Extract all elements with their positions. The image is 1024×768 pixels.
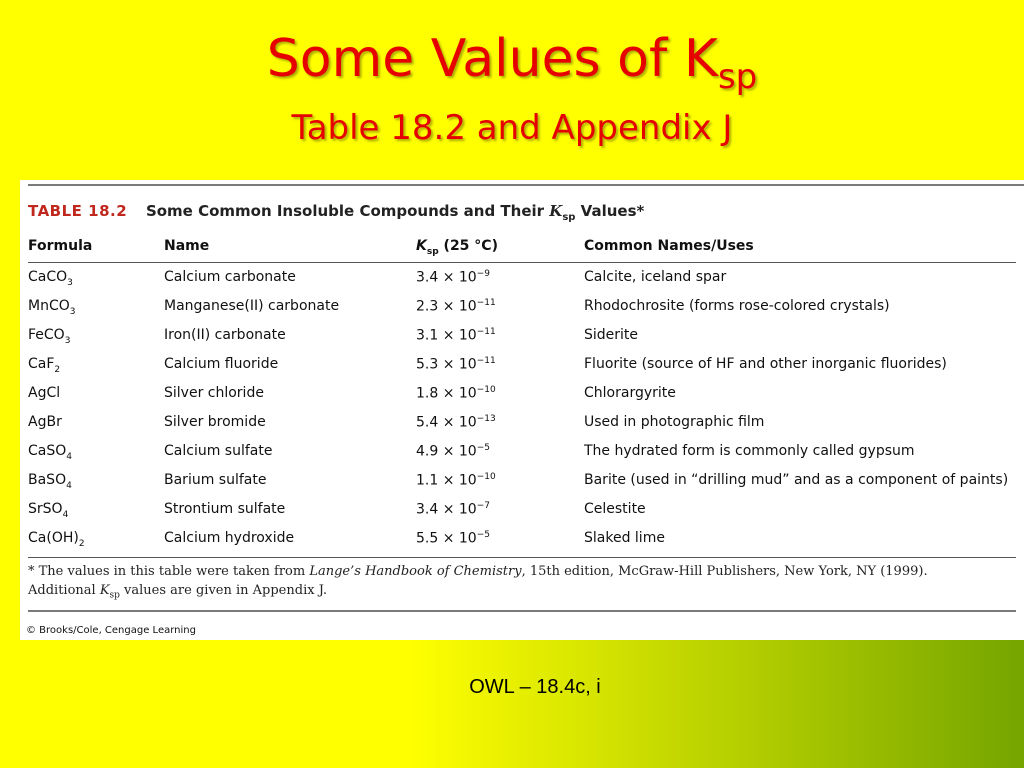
ksp-cell xyxy=(416,443,490,460)
ksp-exponent: −11 xyxy=(476,356,496,366)
formula-cell xyxy=(28,472,72,491)
ksp-times-ten: × 10 xyxy=(442,356,477,373)
formula-subscript: 4 xyxy=(66,451,72,462)
formula-subscript: 2 xyxy=(54,364,61,375)
ksp-mantissa: 3.4 xyxy=(416,501,439,518)
slide-title-subscript: sp xyxy=(717,57,758,97)
ksp-exponent: −11 xyxy=(476,298,496,308)
formula-text: CaF xyxy=(28,356,55,372)
table-row xyxy=(20,350,1024,379)
formula-cell xyxy=(28,385,60,404)
ksp-k: K xyxy=(416,238,427,254)
ksp-cell xyxy=(416,414,496,431)
ksp-temperature: (25 °C) xyxy=(438,238,498,254)
column-header-name: Name xyxy=(164,238,210,254)
formula-subscript: 3 xyxy=(67,277,73,288)
ksp-times-ten: × 10 xyxy=(442,414,477,431)
table-bottom-rule xyxy=(28,610,1016,612)
ksp-cell xyxy=(416,269,490,286)
ksp-times-ten: × 10 xyxy=(442,327,477,344)
ksp-times-ten: × 10 xyxy=(442,385,477,402)
footnote-text-2: , 15th edition, McGraw-Hill Publishers, New York, NY (1999). xyxy=(521,564,928,579)
ksp-cell xyxy=(416,501,490,518)
ksp-exponent: −13 xyxy=(476,414,496,424)
formula-cell xyxy=(28,327,70,346)
table-row xyxy=(20,263,1024,292)
slide-subtitle: Table 18.2 and Appendix J xyxy=(291,108,733,148)
footnote-rule xyxy=(28,557,1016,558)
ksp-times-ten: × 10 xyxy=(442,472,477,489)
footnote-book-title: Lange’s Handbook of Chemistry xyxy=(309,564,522,579)
ksp-exponent: −10 xyxy=(476,385,496,395)
table-row xyxy=(20,379,1024,408)
table-panel xyxy=(20,180,1024,640)
owl-reference: OWL – 18.4c, i xyxy=(469,676,601,698)
slide-title-text: Some Values of K xyxy=(266,29,718,89)
ksp-mantissa: 2.3 xyxy=(416,298,439,315)
formula-text: MnCO xyxy=(28,298,70,314)
column-header-ksp xyxy=(416,238,498,257)
formula-text: AgCl xyxy=(28,385,61,401)
formula-text: AgBr xyxy=(28,414,62,430)
table-row xyxy=(20,466,1024,495)
ksp-mantissa: 3.1 xyxy=(416,327,439,344)
formula-cell xyxy=(28,356,60,375)
slide-title xyxy=(0,28,1024,108)
formula-subscript: 4 xyxy=(62,509,69,520)
name-cell: Iron(II) carbonate xyxy=(164,327,286,343)
name-cell: Strontium sulfate xyxy=(164,501,286,517)
uses-cell: The hydrated form is commonly called gypsum xyxy=(584,443,915,459)
table-caption xyxy=(145,202,645,223)
ksp-exponent: −10 xyxy=(476,472,496,482)
formula-subscript: 4 xyxy=(66,480,72,491)
footnote-k-subscript: sp xyxy=(109,590,120,601)
formula-cell xyxy=(28,414,62,433)
uses-cell: Celestite xyxy=(584,501,646,517)
uses-cell: Siderite xyxy=(584,327,639,343)
formula-text: FeCO xyxy=(28,327,65,343)
ksp-mantissa: 3.4 xyxy=(416,269,439,286)
name-cell: Calcium carbonate xyxy=(164,269,296,285)
formula-text: Ca(OH) xyxy=(28,530,79,546)
caption-k: K xyxy=(549,202,563,220)
ksp-times-ten: × 10 xyxy=(442,501,477,518)
table-row xyxy=(20,524,1024,553)
formula-cell xyxy=(28,269,73,288)
ksp-times-ten: × 10 xyxy=(442,298,477,315)
ksp-cell xyxy=(416,356,496,373)
ksp-mantissa: 5.4 xyxy=(416,414,439,431)
caption-text: Some Common Insoluble Compounds and Their xyxy=(145,202,550,220)
uses-cell: Used in photographic film xyxy=(584,414,765,430)
formula-cell xyxy=(28,530,85,549)
ksp-times-ten: × 10 xyxy=(442,443,477,460)
slide-title-block xyxy=(0,28,1024,148)
name-cell: Calcium fluoride xyxy=(164,356,279,372)
ksp-exponent: −5 xyxy=(476,530,490,540)
ksp-mantissa: 1.1 xyxy=(416,472,439,489)
footnote-text-3: Additional xyxy=(28,583,100,598)
formula-subscript: 3 xyxy=(69,306,76,317)
uses-cell: Chlorargyrite xyxy=(584,385,676,401)
ksp-cell xyxy=(416,530,490,547)
formula-subscript: 2 xyxy=(78,538,85,549)
table-row xyxy=(20,292,1024,321)
name-cell: Calcium sulfate xyxy=(164,443,273,459)
name-cell: Barium sulfate xyxy=(164,472,267,488)
uses-cell: Fluorite (source of HF and other inorganic fluorides) xyxy=(584,356,947,372)
name-cell: Manganese(II) carbonate xyxy=(164,298,340,314)
formula-cell xyxy=(28,443,72,462)
ksp-exponent: −9 xyxy=(476,269,490,279)
uses-cell: Calcite, iceland spar xyxy=(584,269,727,285)
footnote-text-4: values are given in Appendix J. xyxy=(119,583,328,598)
formula-text: CaCO xyxy=(28,269,68,285)
ksp-exponent: −7 xyxy=(476,501,490,511)
table-row xyxy=(20,408,1024,437)
table-heading xyxy=(28,202,644,223)
table-row xyxy=(20,495,1024,524)
name-cell: Calcium hydroxide xyxy=(164,530,295,546)
table-row xyxy=(20,437,1024,466)
name-cell: Silver chloride xyxy=(164,385,264,401)
ksp-cell xyxy=(416,298,496,315)
caption-k-subscript: sp xyxy=(562,212,576,223)
ksp-subscript: sp xyxy=(426,246,439,257)
ksp-times-ten: × 10 xyxy=(442,269,477,286)
table-row xyxy=(20,321,1024,350)
ksp-mantissa: 4.9 xyxy=(416,443,439,460)
formula-text: CaSO xyxy=(28,443,67,459)
ksp-cell xyxy=(416,327,496,344)
formula-cell xyxy=(28,298,75,317)
ksp-exponent: −5 xyxy=(476,443,490,453)
ksp-mantissa: 1.8 xyxy=(416,385,439,402)
ksp-mantissa: 5.3 xyxy=(416,356,439,373)
formula-text: SrSO xyxy=(28,501,63,517)
table-number-label: TABLE 18.2 xyxy=(28,202,128,220)
ksp-cell xyxy=(416,385,496,402)
table-footnote xyxy=(28,562,1008,606)
uses-cell: Rhodochrosite (forms rose-colored crystals) xyxy=(584,298,890,314)
formula-subscript: 3 xyxy=(64,335,71,346)
ksp-exponent: −11 xyxy=(476,327,496,337)
copyright-notice: © Brooks/Cole, Cengage Learning xyxy=(26,625,196,636)
uses-cell: Barite (used in “drilling mud” and as a component of paints) xyxy=(584,472,1009,488)
formula-cell xyxy=(28,501,68,520)
column-header-formula: Formula xyxy=(28,238,93,254)
column-header-uses: Common Names/Uses xyxy=(584,238,754,254)
formula-text: BaSO xyxy=(28,472,67,488)
footnote-text-1: * The values in this table were taken from xyxy=(28,564,310,579)
footnote-k: K xyxy=(99,583,110,598)
ksp-mantissa: 5.5 xyxy=(416,530,439,547)
uses-cell: Slaked lime xyxy=(584,530,665,546)
caption-text-end: Values* xyxy=(575,202,645,220)
ksp-times-ten: × 10 xyxy=(442,530,477,547)
name-cell: Silver bromide xyxy=(164,414,266,430)
ksp-cell xyxy=(416,472,496,489)
table-top-rule xyxy=(28,184,1024,186)
